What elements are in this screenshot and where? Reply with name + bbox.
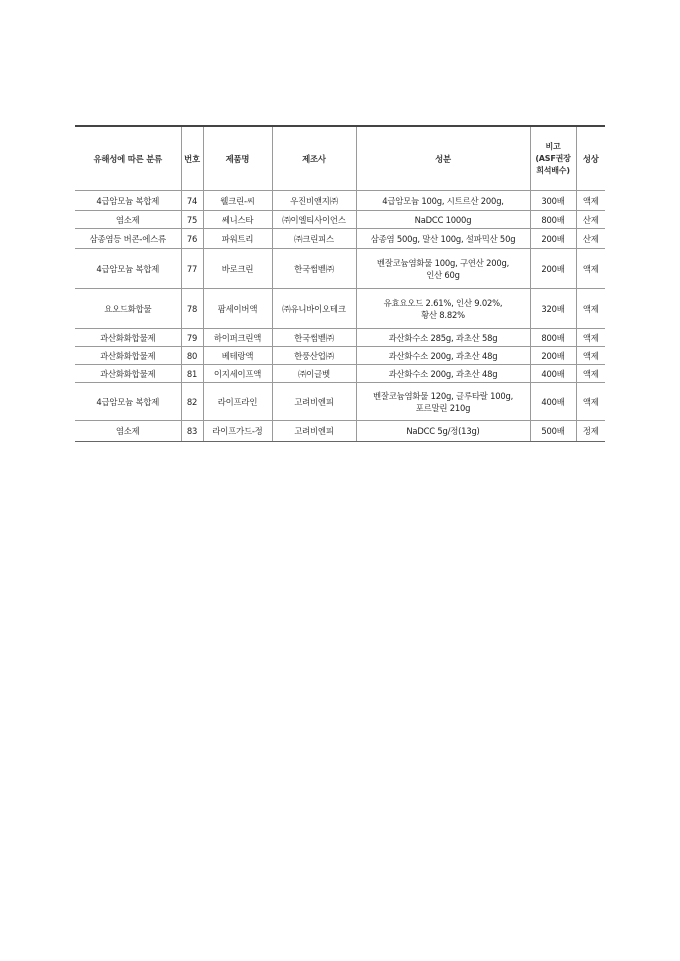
cell-category: 염소제 [75,211,181,229]
cell-category: 삼종염등 버콘-에스류 [75,229,181,249]
cell-form: 산제 [576,229,605,249]
ingredients-line: 유효요오드 2.61%, 인산 9.02%, [383,297,503,308]
table-row [75,383,605,421]
header-form: 성상 [576,126,605,191]
cell-ingredients [356,329,530,347]
cell-form: 산제 [576,211,605,229]
header-note-line3: 희석배수) [536,165,570,175]
cell-product: 라이프라인 [203,383,272,421]
cell-product: 라이프가드-정 [203,421,272,442]
cell-manufacturer: ㈜유니바이오테크 [272,289,356,329]
cell-product: 하이퍼크린액 [203,329,272,347]
table-row [75,211,605,229]
cell-ingredients [356,249,530,289]
ingredients-line: 4급암모늄 100g, 시트르산 200g, [382,195,504,206]
cell-product: 이지세이프액 [203,365,272,383]
cell-dilution: 320배 [530,289,576,329]
cell-dilution: 400배 [530,365,576,383]
cell-form: 액제 [576,289,605,329]
cell-product: 파워트리 [203,229,272,249]
table-row [75,365,605,383]
cell-dilution: 800배 [530,211,576,229]
ingredients-line: 인산 60g [426,269,460,280]
cell-product: 바로크린 [203,249,272,289]
cell-number: 78 [181,289,203,329]
cell-category: 과산화화합물제 [75,329,181,347]
cell-ingredients [356,421,530,442]
cell-dilution: 200배 [530,229,576,249]
cell-manufacturer: ㈜이글벳 [272,365,356,383]
table-row [75,191,605,211]
ingredients-line: 벤잘코늄염화물 120g, 글루타랄 100g, [372,390,514,401]
cell-category: 4급암모늄 복합제 [75,383,181,421]
cell-form: 액제 [576,365,605,383]
cell-ingredients [356,289,530,329]
cell-form: 액제 [576,383,605,421]
cell-number: 77 [181,249,203,289]
cell-dilution: 200배 [530,249,576,289]
header-category: 유해성에 따른 분류 [75,126,181,191]
cell-category: 4급암모늄 복합제 [75,191,181,211]
cell-manufacturer: 우진비앤지㈜ [272,191,356,211]
ingredients-line: 과산화수소 200g, 과초산 48g [388,368,498,379]
cell-form: 액제 [576,329,605,347]
table-row [75,249,605,289]
header-ingredients: 성분 [356,126,530,191]
cell-ingredients [356,191,530,211]
cell-dilution: 500배 [530,421,576,442]
cell-dilution: 200배 [530,347,576,365]
table-row [75,229,605,249]
cell-product: 베테랑액 [203,347,272,365]
table-row [75,421,605,442]
cell-ingredients [356,211,530,229]
cell-form: 액제 [576,191,605,211]
cell-number: 79 [181,329,203,347]
cell-category: 염소제 [75,421,181,442]
cell-number: 74 [181,191,203,211]
header-manufacturer: 제조사 [272,126,356,191]
cell-manufacturer: 고려비엔피 [272,421,356,442]
cell-category: 과산화화합물제 [75,365,181,383]
cell-form: 액제 [576,347,605,365]
table-row [75,329,605,347]
ingredients-line: 벤잘코늄염화물 100g, 구연산 200g, [376,257,510,268]
cell-form: 정제 [576,421,605,442]
cell-number: 80 [181,347,203,365]
cell-dilution: 800배 [530,329,576,347]
cell-number: 75 [181,211,203,229]
cell-manufacturer: 한풍산업㈜ [272,347,356,365]
cell-manufacturer: ㈜크린피스 [272,229,356,249]
cell-ingredients [356,229,530,249]
cell-product: 웰크린-씨 [203,191,272,211]
disinfectant-table [75,125,605,442]
cell-ingredients [356,347,530,365]
table-row [75,289,605,329]
ingredients-line: 포르말린 210g [415,402,471,413]
cell-manufacturer: 한국썸벧㈜ [272,329,356,347]
cell-dilution: 400배 [530,383,576,421]
ingredients-line: NaDCC 5g/정(13g) [406,426,480,436]
ingredients-line: 삼종염 500g, 말산 100g, 설파믹산 50g [370,233,516,244]
cell-manufacturer: 한국썸벧㈜ [272,249,356,289]
table-row [75,347,605,365]
ingredients-line: 과산화수소 200g, 과초산 48g [388,350,498,361]
cell-category: 과산화화합물제 [75,347,181,365]
header-product: 제품명 [203,126,272,191]
cell-form: 액제 [576,249,605,289]
header-number: 번호 [181,126,203,191]
header-note-line2: (ASF권장 [535,153,571,163]
cell-ingredients [356,365,530,383]
header-note-line1: 비고 [545,141,561,151]
cell-ingredients [356,383,530,421]
ingredients-line: 과산화수소 285g, 과초산 58g [388,332,498,343]
ingredients-line: 황산 8.82% [421,309,465,320]
cell-manufacturer: 고려비엔피 [272,383,356,421]
cell-product: 쎄니스타 [203,211,272,229]
header-row [75,126,605,191]
header-note [530,126,576,191]
cell-dilution: 300배 [530,191,576,211]
cell-category: 4급암모늄 복합제 [75,249,181,289]
ingredients-line: NaDCC 1000g [414,214,472,225]
cell-manufacturer: ㈜이엘티사이언스 [272,211,356,229]
cell-number: 76 [181,229,203,249]
cell-number: 83 [181,421,203,442]
cell-number: 81 [181,365,203,383]
cell-number: 82 [181,383,203,421]
cell-product: 팜세이버액 [203,289,272,329]
cell-category: 요오드화합물 [75,289,181,329]
